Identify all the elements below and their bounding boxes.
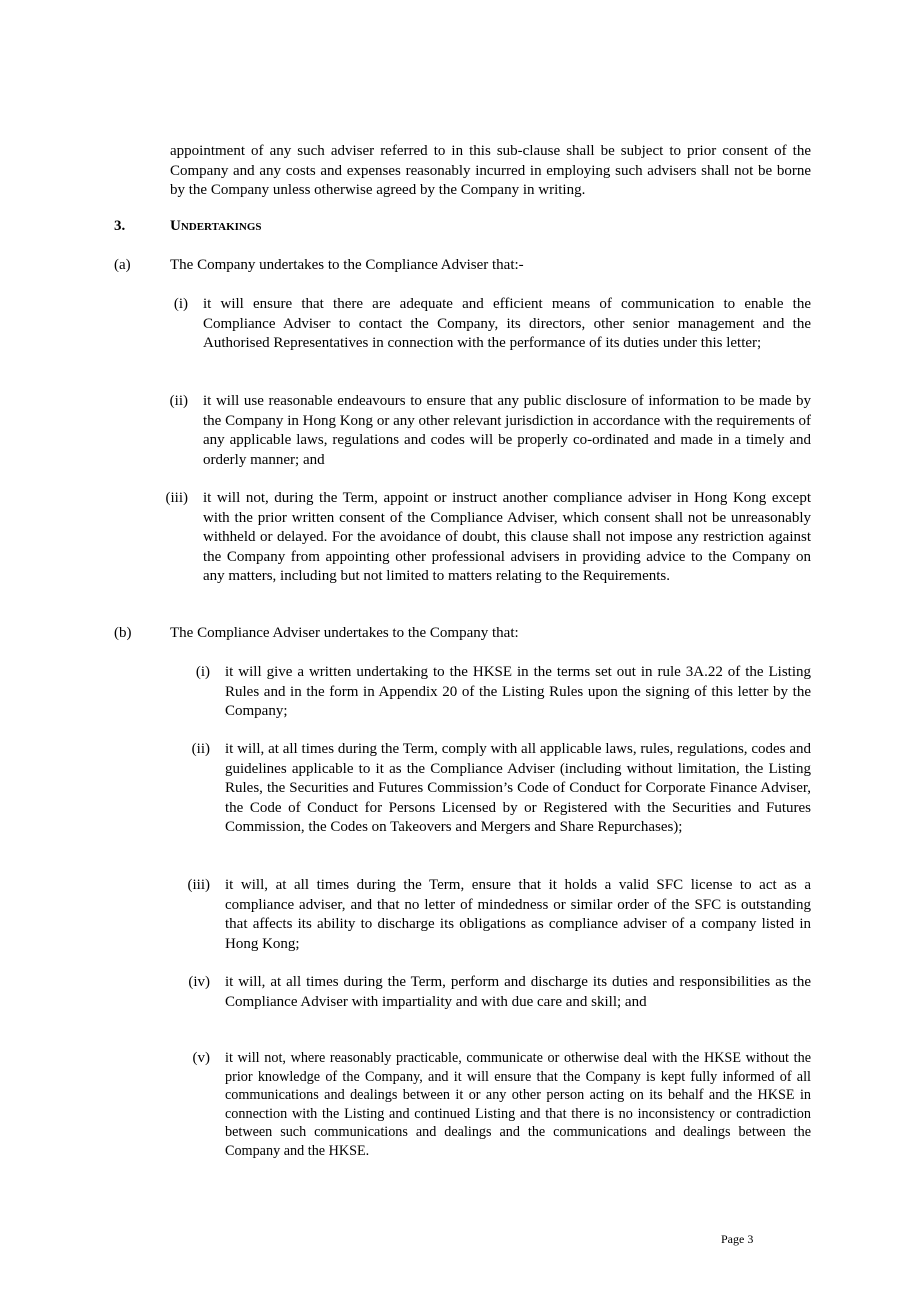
clause-b-intro: The Compliance Adviser undertakes to the Company that: (170, 625, 519, 641)
item-text: it will not, where reasonably practicable, communicate or otherwise deal with the HKSE without the prior knowledge of the Company, and it will ensure that the Company is kept fully informed of all communications and dealings between it or any other person acting on its behalf and the HKSE in connection with the Listing and continued Listing and that there is no inconsistency or contradiction between such communications and dealings and the communications and dealings between the Company and the HKSE. (225, 1050, 811, 1159)
item-text: it will not, during the Term, appoint or instruct another compliance adviser in Hong Kong except with the prior written consent of the Compliance Adviser, which consent shall not be unreasonably withheld or delayed. For the avoidance of doubt, this clause shall not impose any restriction against the Company from appointing other professional advisers in providing advice to the Company on any matters, including but not limited to matters relating to the Requirements. (203, 490, 811, 584)
item-text: it will, at all times during the Term, comply with all applicable laws, rules, regulations, codes and guidelines applicable to it as the Compliance Adviser (including without limitation, the Listing Rules, the Securities and Futures Commission’s Code of Conduct for Corporate Finance Adviser, the Code of Conduct for Persons Licensed by or Registered with the Securities and Futures Commission, the Codes on Takeovers and Mergers and Share Repurchases); (225, 741, 811, 835)
item-text: it will give a written undertaking to the HKSE in the terms set out in rule 3A.22 of the Listing Rules and in the form in Appendix 20 of the Listing Rules upon the signing of this letter by the Company; (225, 664, 811, 719)
item-number: (i) (173, 296, 188, 312)
item-number: (ii) (169, 393, 188, 409)
clause-a-label: (a) (114, 257, 131, 273)
continuation-paragraph: appointment of any such adviser referred to in this sub-clause shall be subject to prior consent of the Company and any costs and expenses reasonably incurred in employing such advisers shall not be borne by the Company unless otherwise agreed by the Company in writing. (170, 143, 811, 198)
item-text: it will, at all times during the Term, perform and discharge its duties and responsibilities as the Compliance Adviser with impartiality and with due care and skill; and (225, 974, 811, 1010)
page-number: Page 3 (721, 1232, 754, 1246)
item-number: (v) (192, 1050, 210, 1066)
item-number: (i) (195, 664, 210, 680)
section-number: 3. (114, 218, 126, 234)
clause-b-label: (b) (114, 625, 132, 641)
item-text: it will ensure that there are adequate and efficient means of communication to enable the Compliance Adviser to contact the Company, its directors, other senior management and the Authorised Representatives in connection with the performance of its duties under this letter; (203, 296, 811, 351)
item-number: (iii) (165, 490, 188, 506)
item-number: (iv) (188, 974, 210, 990)
clause-a-intro: The Company undertakes to the Compliance Adviser that:- (170, 257, 524, 273)
item-text: it will, at all times during the Term, ensure that it holds a valid SFC license to act as a compliance adviser, and that no letter of mindedness or similar order of the SFC is outstanding that affects its ability to discharge its obligations as compliance adviser of a company listed in Hong Kong; (225, 877, 811, 952)
item-text: it will use reasonable endeavours to ensure that any public disclosure of information to be made by the Company in Hong Kong or any other relevant jurisdiction in accordance with the requirements of any applicable laws, regulations and codes will be properly co-ordinated and made in a timely and orderly manner; and (203, 393, 811, 468)
item-number: (iii) (187, 877, 210, 893)
section-title: Undertakings (170, 218, 262, 234)
item-number: (ii) (191, 741, 210, 757)
